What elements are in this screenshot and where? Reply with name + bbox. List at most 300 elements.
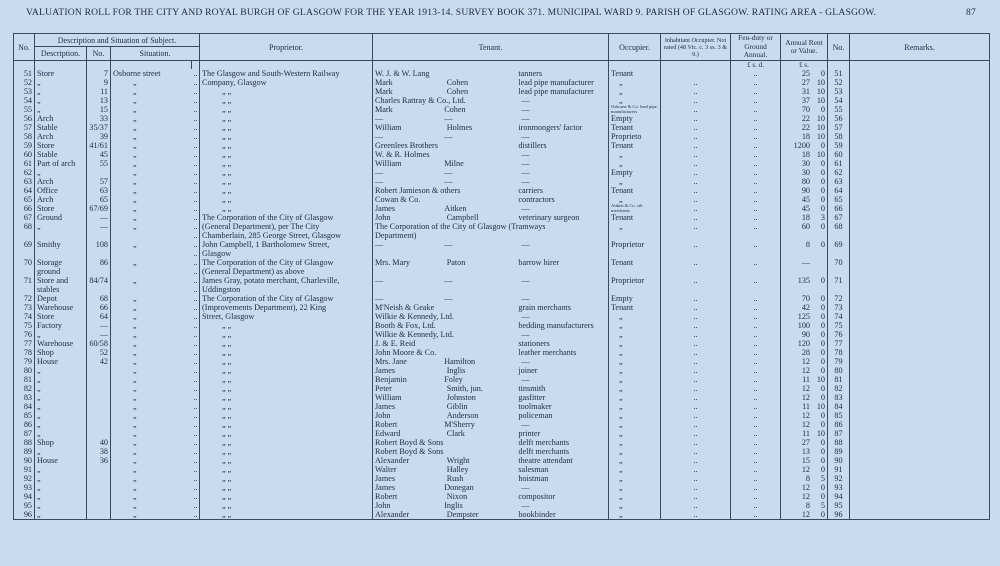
rent-shillings: 0 [820,348,825,358]
row-number-right: 67 [828,213,850,222]
tenant-name: Walter [375,465,397,475]
row-inhabitant: .. [661,375,731,384]
row-occupier: „ [609,96,661,105]
tenant-name: — [375,276,384,286]
tenant-surname: — [444,114,453,124]
leader-dots: .. [193,339,198,349]
row-number: 64 [14,186,35,195]
row-tenant [373,123,609,132]
rent-shillings: 0 [820,141,825,151]
tenant-surname: Donegan [444,483,474,493]
row-occupier: Proprietor [609,240,661,249]
row-description: Warehouse [35,303,87,312]
table-row [14,492,990,501]
row-inhabitant: .. [661,177,731,186]
row-proprietor: „ „ [200,321,373,330]
row-annual-rent [781,420,828,429]
row-number: 78 [14,348,35,357]
row-number-right: 75 [828,321,850,330]
row-feu-duty: .. [731,366,781,375]
row-subject-number: 13 [87,96,111,105]
row-tenant [373,186,609,195]
row-feu-duty: .. [731,276,781,285]
rent-pounds: 12 [801,420,810,430]
row-tenant [373,339,609,348]
row-annual-rent [781,213,828,222]
row-tenant [373,357,609,366]
tenant-occupation: — [521,177,530,187]
tenant-surname: Foley [444,375,463,385]
table-row [14,96,990,105]
row-annual-rent [781,78,828,87]
row-occupier: „ [609,330,661,339]
table-row [14,474,990,483]
leader-dots: .. [193,141,198,151]
leader-dots: .. [193,420,198,430]
row-inhabitant: .. [661,186,731,195]
row-proprietor: „ „ [200,465,373,474]
row-situation: „ [111,510,192,520]
row-annual-rent [781,375,828,384]
tenant-name: James [375,483,396,493]
tenant-surname: Paton [446,258,466,268]
row-subject-number [87,267,111,276]
tenant-name: W. J. & W. Lang [375,69,430,78]
tenant-surname: Rush [446,474,464,484]
table-row [14,168,990,177]
row-number-right: 57 [828,123,850,132]
tenant-surname: Giblin [446,402,468,412]
row-inhabitant: .. [661,474,731,483]
row-inhabitant: .. [661,510,731,520]
row-proprietor: Chamberlain, 285 George Street, Glasgow [200,231,373,240]
leader-dots: .. [193,249,198,259]
row-subject-number: 66 [87,303,111,312]
row-subject-number: 39 [87,132,111,141]
row-occupier: „ [609,402,661,411]
row-subject-number: — [87,321,111,330]
table-row [14,411,990,420]
row-remarks [850,168,990,177]
row-description: House [35,456,87,465]
row-situation: „ [111,375,192,384]
row-remarks [850,402,990,411]
rent-shillings: 10 [816,132,825,142]
row-subject-number: — [87,330,111,339]
tenant-occupation: — [521,420,530,430]
row-subject-number [87,411,111,420]
leader-dots: .. [193,213,198,223]
row-occupier: Tenant [609,213,661,222]
row-number: 58 [14,132,35,141]
row-annual-rent [781,285,828,294]
table-row [14,510,990,520]
row-subject-number: 67/69 [87,204,111,213]
leader-dots: .. [193,78,198,87]
valuation-table [13,33,990,520]
table-row [14,276,990,285]
row-feu-duty: .. [731,141,781,150]
leader-dots: .. [193,222,198,232]
row-remarks [850,357,990,366]
row-number-right [828,285,850,294]
table-row [14,465,990,474]
tenant-name: James [375,474,396,484]
row-number-right: 52 [828,78,850,87]
row-proprietor: „ „ [200,357,373,366]
row-number-right [828,267,850,276]
row-inhabitant: .. [661,384,731,393]
row-number-right: 55 [828,105,850,114]
rent-shillings: 10 [816,150,825,160]
rent-pounds: 31 [801,87,810,96]
row-feu-duty: .. [731,411,781,420]
row-occupier: „ [609,474,661,483]
row-subject-number: 41/61 [87,141,111,150]
row-feu-duty: .. [731,456,781,465]
row-description: Smithy [35,240,87,249]
row-subject-number [87,474,111,483]
tenant-surname: — [444,168,453,178]
row-occupier: „ [609,393,661,402]
rent-pounds: 22 [801,114,810,124]
row-annual-rent [781,195,828,204]
row-tenant [373,366,609,375]
table-row [14,87,990,96]
row-inhabitant: .. [661,258,731,267]
row-inhabitant: .. [661,501,731,510]
row-inhabitant: .. [661,195,731,204]
row-situation: „ [111,411,192,420]
tenant-name: Mark [375,78,393,87]
row-number: 77 [14,339,35,348]
row-tenant [373,231,609,240]
row-situation: „ [111,276,192,285]
table-row [14,357,990,366]
row-inhabitant [661,249,731,258]
tenant-name: — [375,132,384,142]
row-subject-number: 9 [87,78,111,87]
row-feu-duty: .. [731,510,781,520]
rent-pounds: 135 [797,276,810,286]
row-occupier: „ [609,222,661,231]
row-remarks [850,393,990,402]
tenant-occupation: — [521,168,530,178]
rent-shillings: 0 [820,195,825,205]
row-tenant [373,159,609,168]
row-annual-rent [781,474,828,483]
tenant-name: Mark [375,87,393,96]
tenant-surname: — [444,276,453,286]
row-situation: „ [111,150,192,159]
row-inhabitant: .. [661,420,731,429]
row-annual-rent [781,240,828,249]
tenant-occupation: carriers [518,186,543,196]
row-remarks [850,303,990,312]
rent-pounds: 80 [801,177,810,187]
row-feu-duty: .. [731,195,781,204]
rent-pounds: 18 [801,213,810,223]
tenant-name: M'Neish & Geake [375,303,435,313]
row-annual-rent [781,168,828,177]
row-feu-duty: .. [731,222,781,231]
row-occupier: Tenant [609,141,661,150]
tenant-occupation: — [521,96,530,105]
table-row [14,438,990,447]
row-situation: „ [111,195,192,204]
row-subject-number: 57 [87,177,111,186]
row-inhabitant: .. [661,429,731,438]
table-row [14,267,990,276]
row-number-right: 74 [828,312,850,321]
row-inhabitant: .. [661,276,731,285]
row-description [35,249,87,258]
row-proprietor: James Gray, potato merchant, Charleville, [200,276,373,285]
row-proprietor: „ „ [200,366,373,375]
row-subject-number: 35/37 [87,123,111,132]
row-proprietor: „ „ [200,141,373,150]
row-feu-duty: .. [731,492,781,501]
row-description: Arch [35,132,87,141]
rent-pounds: 22 [801,123,810,133]
tenant-surname: Johnston [446,393,476,403]
table-row [14,402,990,411]
rent-pounds: 45 [801,204,810,214]
leader-dots: .. [193,258,198,268]
row-remarks [850,249,990,258]
row-number: 63 [14,177,35,186]
leader-dots: .. [193,492,198,502]
row-number: 80 [14,366,35,375]
row-description: Arch [35,195,87,204]
tenant-occupation: — [521,114,530,124]
tenant-surname: Nixon [446,492,468,502]
row-number-right: 90 [828,456,850,465]
row-tenant [373,330,609,339]
row-number: 60 [14,150,35,159]
row-number-right: 84 [828,402,850,411]
table-row [14,105,990,114]
rent-pounds: 12 [801,411,810,421]
tenant-name: Mrs. Mary [375,258,411,268]
row-occupier: Proprieto [609,132,661,141]
row-tenant [373,384,609,393]
tenant-occupation: tanners [518,69,543,78]
row-inhabitant: .. [661,402,731,411]
rent-shillings: 0 [820,159,825,169]
row-annual-rent [781,447,828,456]
col-rent: Annual Rent or Value. [781,34,828,61]
row-feu-duty: .. [731,357,781,366]
table-row [14,348,990,357]
row-inhabitant: .. [661,150,731,159]
row-feu-duty: .. [731,69,781,78]
row-feu-duty: .. [731,204,781,213]
rent-pounds: 11 [802,375,810,385]
row-inhabitant: .. [661,213,731,222]
table-row [14,69,990,78]
row-description: „ [35,222,87,231]
row-number-right: 70 [828,258,850,267]
leader-dots: .. [193,195,198,205]
units-row [14,61,990,70]
row-situation: „ [111,141,192,150]
tenant-occupation: veterinary surgeon [518,213,580,223]
row-remarks [850,150,990,159]
row-annual-rent [781,411,828,420]
row-occupier: „ [609,357,661,366]
row-situation: „ [111,213,192,222]
row-number-right: 89 [828,447,850,456]
row-occupier: „ [609,420,661,429]
row-occupier: „ [609,321,661,330]
tenant-name: William [375,159,402,169]
row-situation: „ [111,348,192,357]
row-number: 89 [14,447,35,456]
col-no2: No. [828,34,850,61]
row-proprietor: „ „ [200,114,373,123]
row-number [14,267,35,276]
row-number-right: 78 [828,348,850,357]
row-number: 94 [14,492,35,501]
row-occupier: „ [609,150,661,159]
row-subject-number: 68 [87,294,111,303]
rent-shillings: 0 [820,312,825,322]
row-remarks [850,510,990,520]
row-subject-number: 108 [87,240,111,249]
row-annual-rent [781,186,828,195]
row-subject-number: 11 [87,87,111,96]
row-number: 90 [14,456,35,465]
row-annual-rent [781,348,828,357]
row-remarks [850,294,990,303]
table-row [14,321,990,330]
row-feu-duty: .. [731,438,781,447]
row-proprietor: „ „ [200,339,373,348]
rent-pounds: 30 [801,168,810,178]
page-number: 87 [966,7,976,18]
tenant-name: — [375,240,384,250]
row-feu-duty: .. [731,177,781,186]
row-proprietor: (General Department), per The City [200,222,373,231]
row-number [14,285,35,294]
row-proprietor: „ „ [200,186,373,195]
leader-dots: .. [193,402,198,412]
row-occupier: „ [609,411,661,420]
row-remarks [850,321,990,330]
rent-shillings: 5 [820,474,825,484]
row-occupier: „ [609,375,661,384]
tenant-surname: — [444,240,453,250]
row-annual-rent [781,402,828,411]
row-occupier [609,285,661,294]
row-number: 95 [14,501,35,510]
row-occupier: „ [609,501,661,510]
table-row [14,240,990,249]
row-feu-duty: .. [731,186,781,195]
row-tenant [373,375,609,384]
row-annual-rent [781,267,828,276]
row-occupier: „ [609,78,661,87]
tenant-name: Peter [375,384,392,394]
rent-pounds: 90 [801,186,810,196]
row-occupier [609,231,661,240]
row-situation: „ [111,159,192,168]
row-situation: „ [111,483,192,492]
row-description: „ [35,402,87,411]
col-description: Description. [35,47,87,61]
row-number: 91 [14,465,35,474]
row-occupier: „ [609,159,661,168]
row-inhabitant: .. [661,465,731,474]
row-description: Ground [35,213,87,222]
row-inhabitant: .. [661,123,731,132]
tenant-name: Robert Boyd & Sons [375,438,444,448]
row-feu-duty: .. [731,375,781,384]
row-feu-duty: .. [731,150,781,159]
row-description: ground [35,267,87,276]
rent-shillings: 0 [820,330,825,340]
row-annual-rent [781,105,828,114]
table-row [14,204,990,213]
row-annual-rent [781,303,828,312]
tenant-name: Robert Jamieson & others [375,186,461,196]
rent-shillings: 0 [820,321,825,331]
row-annual-rent [781,159,828,168]
row-description: „ [35,474,87,483]
row-occupier: „ [609,492,661,501]
table-row [14,141,990,150]
row-description: „ [35,492,87,501]
row-subject-number: 55 [87,159,111,168]
row-number-right: 62 [828,168,850,177]
row-situation: „ [111,501,192,510]
tenant-name: J. & E. Reid [375,339,416,349]
row-number-right: 76 [828,330,850,339]
row-subject-number: 63 [87,186,111,195]
tenant-surname: — [444,132,453,142]
leader-dots: .. [193,393,198,403]
leader-dots: .. [193,186,198,196]
row-description: „ [35,465,87,474]
row-inhabitant: .. [661,168,731,177]
row-tenant [373,195,609,204]
row-proprietor: „ „ [200,429,373,438]
table-row [14,132,990,141]
tenant-name: The Corporation of the City of Glasgow (Tramways [375,222,546,232]
row-number-right: 83 [828,393,850,402]
row-description: „ [35,393,87,402]
row-feu-duty: .. [731,303,781,312]
tenant-name: Charles Rattray & Co., Ltd. [375,96,466,105]
row-feu-duty [731,267,781,276]
row-number-right: 59 [828,141,850,150]
row-description: Store [35,141,87,150]
row-subject-number [87,249,111,258]
row-tenant [373,150,609,159]
leader-dots: .. [193,105,198,114]
row-proprietor: „ „ [200,177,373,186]
rent-shillings: 0 [820,222,825,232]
tenant-surname: Cohen [444,105,466,114]
row-subject-number [87,492,111,501]
row-proprietor: „ „ [200,348,373,357]
row-feu-duty: .. [731,501,781,510]
row-remarks [850,456,990,465]
row-subject-number: 52 [87,348,111,357]
page-title: VALUATION ROLL FOR THE CITY AND ROYAL BURGH OF GLASGOW FOR THE YEAR 1913-14. SURVEY BOOK 371. MUNICIPAL WARD 9. PARISH OF GLASGOW. RATING AREA - GLASGOW. [26,7,877,18]
row-tenant [373,510,609,520]
